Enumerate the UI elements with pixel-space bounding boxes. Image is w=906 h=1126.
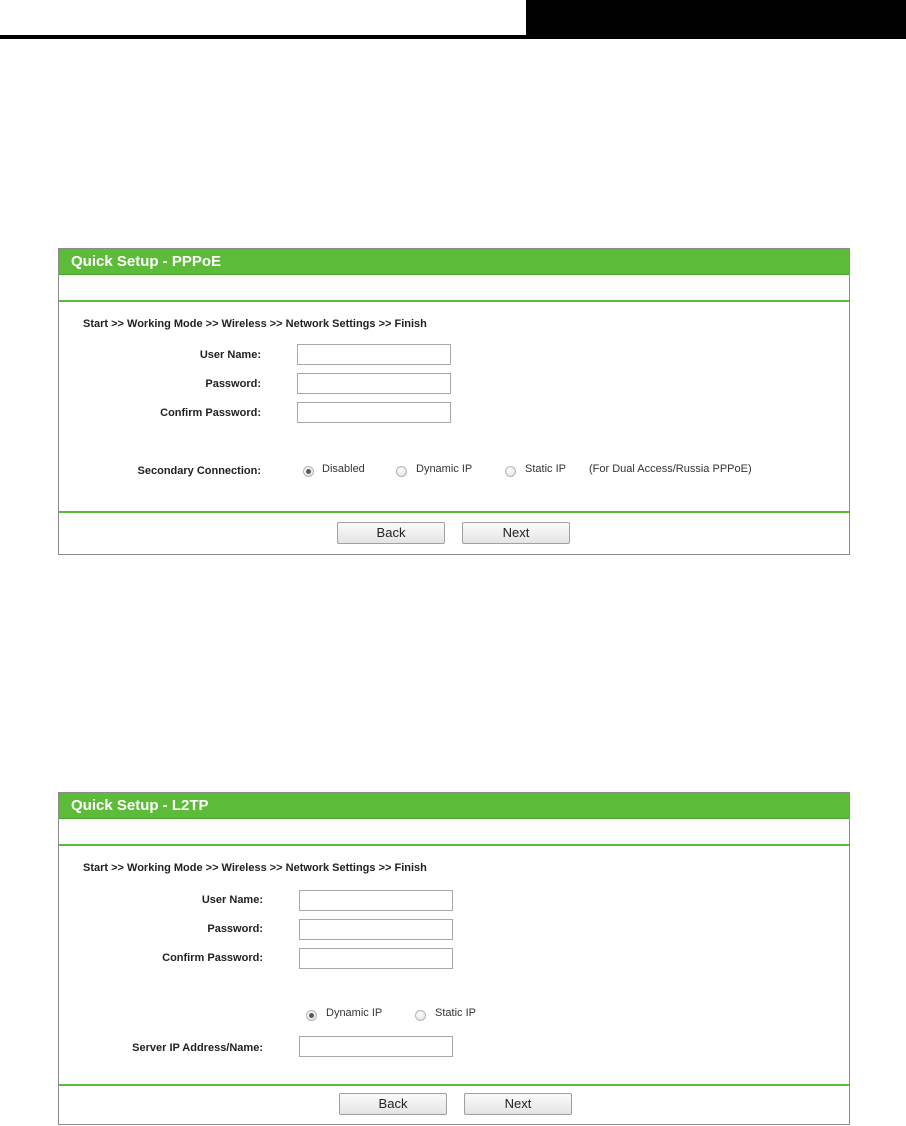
password-label: Password:	[205, 378, 261, 390]
confirm-password-input[interactable]	[297, 402, 451, 423]
panel-footer	[59, 1084, 849, 1124]
radio-dynamic-ip[interactable]	[306, 1010, 317, 1021]
breadcrumb: Start >> Working Mode >> Wireless >> Network Settings >> Finish	[83, 862, 427, 874]
radio-static-ip[interactable]	[505, 466, 516, 477]
radio-dynamic-ip[interactable]	[396, 466, 407, 477]
user-name-input[interactable]	[297, 344, 451, 365]
panel-subheader	[59, 819, 849, 846]
panel-title: Quick Setup - L2TP	[59, 793, 849, 819]
server-ip-input[interactable]	[299, 1036, 453, 1057]
radio-static-ip-label: Static IP	[435, 1007, 476, 1019]
user-name-input[interactable]	[299, 890, 453, 911]
radio-static-ip-label: Static IP	[525, 463, 566, 475]
next-button[interactable]: Next	[464, 1093, 572, 1115]
confirm-password-label: Confirm Password:	[160, 407, 261, 419]
radio-static-ip[interactable]	[415, 1010, 426, 1021]
panel-footer	[59, 511, 849, 554]
radio-dynamic-ip-label: Dynamic IP	[326, 1007, 383, 1019]
breadcrumb: Start >> Working Mode >> Wireless >> Network Settings >> Finish	[83, 318, 427, 330]
panel-body	[59, 302, 849, 510]
pppoe-setup-panel	[58, 248, 850, 555]
panel-body	[59, 846, 849, 1078]
confirm-password-input[interactable]	[299, 948, 453, 969]
password-input[interactable]	[297, 373, 451, 394]
user-name-label: User Name:	[201, 894, 263, 906]
next-button[interactable]: Next	[462, 522, 570, 544]
panel-subheader	[59, 275, 849, 302]
document-header-block	[526, 0, 906, 39]
secondary-connection-label: Secondary Connection:	[137, 465, 261, 477]
server-ip-label: Server IP Address/Name:	[132, 1042, 263, 1054]
confirm-password-label: Confirm Password:	[162, 952, 263, 964]
password-label: Password:	[207, 923, 263, 935]
l2tp-setup-panel	[58, 792, 850, 1125]
radio-dynamic-ip-label: Dynamic IP	[416, 463, 473, 475]
panel-title: Quick Setup - PPPoE	[59, 249, 849, 275]
dual-access-note: (For Dual Access/Russia PPPoE)	[589, 463, 752, 475]
back-button[interactable]: Back	[337, 522, 445, 544]
back-button[interactable]: Back	[339, 1093, 447, 1115]
user-name-label: User Name:	[199, 349, 261, 361]
radio-disabled[interactable]	[303, 466, 314, 477]
radio-disabled-label: Disabled	[322, 463, 365, 475]
password-input[interactable]	[299, 919, 453, 940]
